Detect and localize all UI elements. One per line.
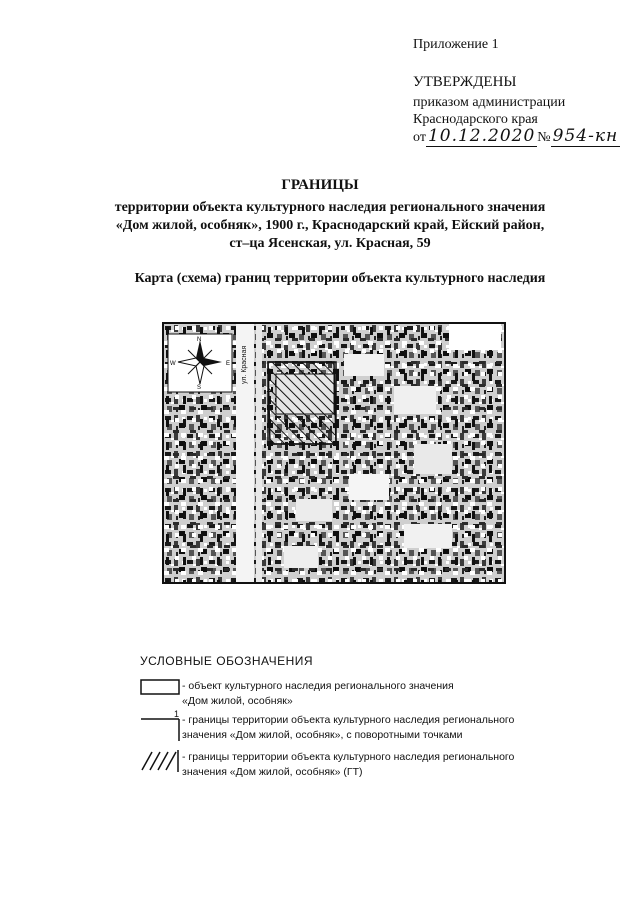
order-line-2: Краснодарского края — [413, 112, 538, 127]
legend-item-boundary-points — [140, 709, 580, 745]
legend-title: УСЛОВНЫЕ ОБОЗНАЧЕНИЯ — [140, 654, 314, 668]
approved-label: УТВЕРЖДЕНЫ — [413, 74, 517, 90]
legend-item-territory-line-1: - границы территории объекта культурного наследия регионального — [182, 751, 515, 763]
compass-west-label: W — [170, 361, 176, 367]
page-title: ГРАНИЦЫ — [281, 177, 359, 193]
order-number: 954-кн — [552, 126, 619, 146]
legend-item-territory — [140, 750, 580, 782]
hatched-territory-icon — [140, 750, 180, 772]
legend-item-object-line-1: - объект культурного наследия регионального значения — [182, 680, 454, 692]
order-line-3 — [413, 128, 620, 146]
legend-item-object-line-2: «Дом жилой, особняк» — [182, 695, 293, 707]
compass-east-label: E — [226, 361, 231, 367]
legend-item-object — [140, 679, 580, 711]
compass-north-label: N — [197, 337, 202, 343]
order-number-sign: № — [537, 130, 551, 145]
legend-item-boundary-line-2: значения «Дом жилой, особняк», с поворотными точками — [182, 729, 463, 741]
order-block — [413, 94, 620, 146]
order-date: 10.12.2020 — [427, 126, 536, 146]
map-scheme — [162, 322, 506, 584]
object-outline-icon — [140, 679, 180, 695]
subtitle-line-2: «Дом жилой, особняк», 1900 г., Краснодарский край, Ейский район, — [115, 218, 545, 233]
order-line-1: приказом администрации — [413, 95, 566, 110]
map-title: Карта (схема) границ территории объекта культурного наследия — [134, 271, 546, 286]
street-label: ул. Красная — [241, 345, 248, 384]
territory-hatched-area — [268, 362, 336, 444]
subtitle-line-3: ст–ца Ясенская, ул. Красная, 59 — [229, 236, 431, 251]
turning-point-number: 1 — [174, 709, 180, 719]
legend-item-boundary-line-1: - границы территории объекта культурного наследия регионального — [182, 714, 515, 726]
compass-south-label: S — [197, 385, 202, 391]
legend-item-territory-line-2: значения «Дом жилой, особняк» (ГТ) — [182, 766, 363, 778]
page-subtitle — [30, 199, 630, 253]
order-prefix: от — [413, 130, 426, 145]
subtitle-line-1: территории объекта культурного наследия регионального значения — [114, 200, 546, 215]
appendix-label: Приложение 1 — [413, 37, 499, 52]
